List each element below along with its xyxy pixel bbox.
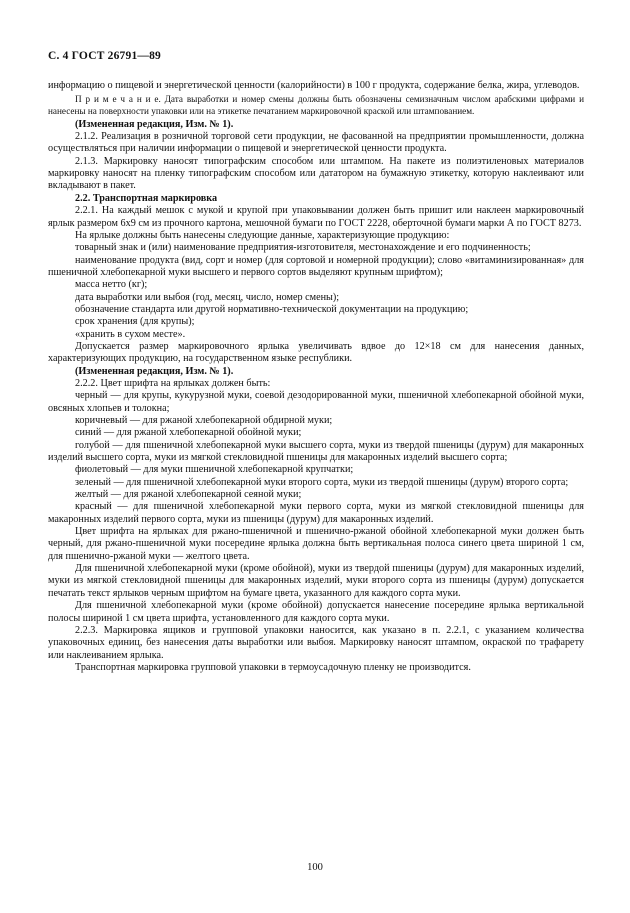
paragraph: коричневый — для ржаной хлебопекарной обдирной муки; — [75, 415, 333, 426]
paragraph: Транспортная маркировка групповой упаковки в термоусадочную пленку не производится. — [75, 661, 471, 673]
paragraph: 2.2.1. На каждый мешок с мукой и крупой при упаковывании должен быть пришит или наклеен маркировочный ярлык размером 6x9 см из прочного картона, мешочной бумаги по ГОСТ 2228, оберточной бумаги марки А по ГОСТ 8273. — [48, 205, 584, 229]
paragraph: дата выработки или выбоя (год, месяц, число, номер смены); — [75, 291, 340, 303]
note-paragraph: П р и м е ч а н и е. Дата выработки и номер смены должны быть обозначены семизначным числом арабскими цифрами и нанесены на поверхности упаковки или на этикетке печатанием маркировочной краской или штампованием. — [48, 94, 584, 116]
paragraph: Допускается размер маркировочного ярлыка увеличивать вдвое до 12×18 см для нанесения данных, характеризующих продукцию, на государственном языке республики. — [48, 340, 584, 365]
paragraph: товарный знак и (или) наименование предприятия-изготовителя, местонахождение и его подчиненность; — [75, 242, 531, 254]
paragraph: желтый — для ржаной хлебопекарной сеяной муки; — [75, 489, 302, 501]
paragraph: наименование продукта (вид, сорт и номер (для сортовой и номерной продукции); слово «витаминизированная» для пшеничной хлебопекарной муки высшего и первого сортов выделяют крупным шрифтом); — [48, 254, 584, 278]
paragraph: 2.2.2. Цвет шрифта на ярлыках должен быть: — [75, 377, 271, 389]
paragraph: 2.1.3. Маркировку наносят типографским способом или штампом. На пакете из полиэтиленовых материалов маркировку наносят на пленку типографским способом или дататором на бумажную этикетку, которую наклеивают или вкладывают в пакет. — [48, 155, 584, 192]
paragraph: «хранить в сухом месте». — [75, 328, 186, 340]
paragraph: На ярлыке должны быть нанесены следующие данные, характеризующие продукцию: — [75, 229, 450, 241]
document-body — [48, 80, 584, 674]
paragraph: черный — для крупы, кукурузной муки, соевой дезодорированной муки, пшеничной хлебопекарной обойной муки, овсяных хлопьев и толокна; — [48, 390, 584, 414]
paragraph: фиолетовый — для муки пшеничной хлебопекарной крупчатки; — [75, 464, 354, 476]
paragraph: обозначение стандарта или другой нормативно-технической документации на продукцию; — [75, 303, 469, 315]
paragraph: голубой — для пшеничной хлебопекарной муки высшего сорта, муки из твердой пшеницы (дурум) для макаронных изделий высшего сорта, муки из мягкой стекловидной пшеницы для макаронных изделий высшего сорта; — [48, 439, 584, 464]
page-header: С. 4 ГОСТ 26791—89 — [48, 50, 161, 62]
paragraph: 2.2.3. Маркировка ящиков и групповой упаковки наносится, как указано в п. 2.2.1, с указанием количества упаковочных единиц, без нанесения даты выработки или выбоя. Маркировку наносят штампом, окраской по трафарету или наклеиванием ярлыка. — [48, 624, 584, 661]
paragraph: информацию о пищевой и энергетической ценности (калорийности) в 100 г продукта, содержание белка, жира, углеводов. — [48, 80, 580, 91]
bold-paragraph: (Измененная редакция, Изм. № 1). — [75, 118, 234, 130]
paragraph: масса нетто (кг); — [75, 279, 148, 291]
paragraph: красный — для пшеничной хлебопекарной муки первого сорта, муки из мягкой стекловидной пшеницы для макаронных изделий первого сорта, муки из пшеницы (дурум) для макаронных изделий. — [48, 501, 584, 525]
paragraph: срок хранения (для крупы); — [75, 316, 195, 328]
page-number: 100 — [307, 862, 323, 873]
paragraph: синий — для ржаной хлебопекарной обойной муки; — [75, 427, 302, 439]
paragraph: Цвет шрифта на ярлыках для ржано-пшеничной и пшенично-ржаной обойной хлебопекарной муки должен быть черный, для ржано-пшеничной муки посередине ярлыка должна быть вертикальная полоса синего цвета шириной 1 см, для пшенично-ржаной муки — желтого цвета. — [48, 526, 584, 562]
bold-paragraph: 2.2. Транспортная маркировка — [75, 192, 218, 204]
bold-paragraph: (Измененная редакция, Изм. № 1). — [75, 365, 234, 377]
paragraph: Для пшеничной хлебопекарной муки (кроме обойной) допускается нанесение посередине ярлыка вертикальной полосы шириной 1 см цвета шрифта, установленного для каждого сорта муки. — [48, 600, 584, 624]
paragraph: зеленый — для пшеничной хлебопекарной муки второго сорта, муки из твердой пшеницы (дурум) второго сорта; — [75, 476, 569, 488]
paragraph: Для пшеничной хлебопекарной муки (кроме обойной), муки из твердой пшеницы (дурум) для макаронных изделий, муки из мягкой стекловидной пшеницы для макаронных изделий, муки второго сорта из пшеницы (дурум) допускается печатать текст ярлыков черным шрифтом на бумаге цвета, указанного для каждого сорта муки. — [48, 563, 584, 599]
paragraph: 2.1.2. Реализация в розничной торговой сети продукции, не фасованной на предприятии промышленности, должна осуществляться при наличии информации о пищевой и энергетической ценности продукта. — [48, 131, 584, 155]
